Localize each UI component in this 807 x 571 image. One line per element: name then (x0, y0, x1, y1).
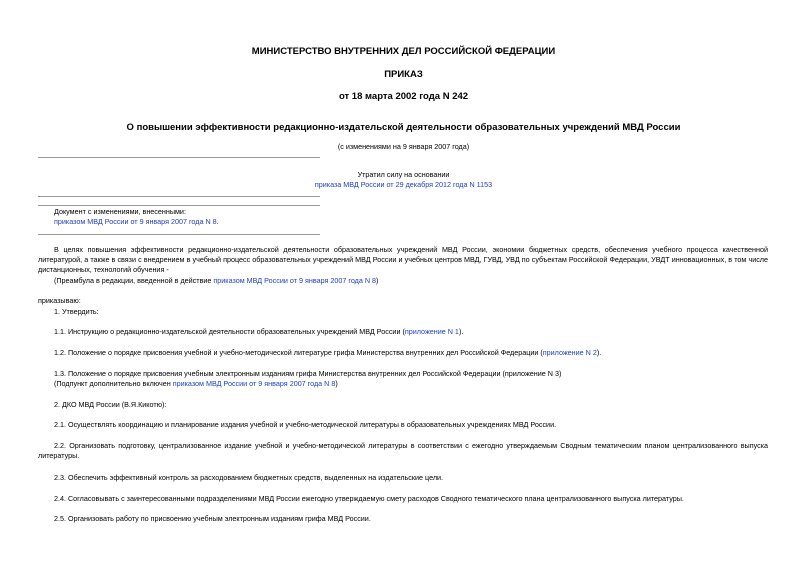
item-1-1-suffix: ). (458, 327, 464, 336)
item-2-5: 2.5. Организовать работу по присвоению учебным электронным изданиям грифа МВД России. (54, 514, 371, 523)
document-subject: О повышении эффективности редакционно-издательской деятельности образовательных учреждений МВД России (126, 122, 681, 133)
item-2-3: 2.3. Обеспечить эффективный контроль за расходованием бюджетных средств, выделенных на издательские цели. (54, 473, 444, 482)
item-1-3: 1.3. Положение о порядке присвоения учебным электронным изданиям грифа Министерства внутренних дел Российской Федерации (приложение N 3) (54, 369, 562, 378)
order-word: приказываю: (38, 296, 81, 305)
item-1-1 (54, 327, 463, 337)
item-1-2-link[interactable]: приложение N 2 (542, 348, 597, 357)
item-1: 1. Утвердить: (54, 307, 99, 316)
amendments-text: Документ с изменениями, внесенными: (54, 207, 186, 216)
lost-force-link[interactable]: приказа МВД России от 29 декабря 2012 года N 1153 (314, 180, 493, 189)
document-type: ПРИКАЗ (384, 69, 423, 80)
divider (38, 234, 320, 235)
item-1-2-text: 1.2. Положение о порядке присвоения учебной и учебно-методической литературе грифа Министерства внутренних дел Российской Федерации ( (54, 348, 543, 357)
item-1-1-link[interactable]: приложение N 1 (404, 327, 459, 336)
item-1-3-note-link[interactable]: приказом МВД России от 9 января 2007 года N 8 (172, 379, 336, 388)
preamble-text: В целях повышения эффективности редакционно-издательской деятельности образовательных учреждений МВД России, экономии бюджетных средств, обеспечения учебного процесса качественной литературой, а также в связи с внедрением в учебный процесс образовательных учреждений МВД России и учебных центров МВД, ГУВД, УВД по субъектам Российской Федерации, УВДТ инновационных, в том числе дистанционных, технологий обучения - (38, 245, 768, 274)
preamble-note-link[interactable]: приказом МВД России от 9 января 2007 года N 8 (213, 276, 377, 285)
item-2-1: 2.1. Осуществлять координацию и планирование издания учебной и учебно-методической литературы в образовательных учреждениях МВД России. (54, 420, 557, 429)
item-1-3-note-suffix: ) (335, 379, 338, 388)
divider (38, 205, 320, 206)
item-1-3-note (54, 379, 338, 389)
item-2-2: 2.2. Организовать подготовку, централизованное издание учебной и учебно-методической литературы в соответствии с ежегодно утверждаемым Сводным тематическим планом централизованного выпуска литературы. (38, 441, 768, 460)
item-1-2 (54, 348, 601, 358)
item-2-4: 2.4. Согласовывать с заинтересованными подразделениями МВД России ежегодно утверждаемую смету расходов Сводного тематического плана централизованного выпуска литературы. (54, 494, 684, 503)
amended-note: (с изменениями на 9 января 2007 года) (337, 142, 470, 151)
amendments-link[interactable]: приказом МВД России от 9 января 2007 года N 8 (54, 217, 217, 226)
divider (38, 196, 320, 197)
item-1-3-note-prefix: (Подпункт дополнительно включен (54, 379, 171, 388)
item-1-1-text: 1.1. Инструкцию о редакционно-издательской деятельности образовательных учреждений МВД России ( (54, 327, 405, 336)
item-2: 2. ДКО МВД России (В.Я.Кикотю): (54, 400, 167, 409)
document-date-number: от 18 марта 2002 года N 242 (338, 91, 469, 102)
item-1-2-suffix: ). (596, 348, 602, 357)
divider (38, 157, 320, 158)
amendments-suffix: . (216, 217, 219, 226)
preamble-note (54, 276, 378, 286)
preamble-note-prefix: (Преамбула в редакции, введенной в действие (54, 276, 212, 285)
ministry-heading: МИНИСТЕРСТВО ВНУТРЕННИХ ДЕЛ РОССИЙСКОЙ ФЕДЕРАЦИИ (251, 46, 556, 57)
lost-force-text: Утратил силу на основании (357, 170, 450, 179)
preamble-note-suffix: ) (376, 276, 379, 285)
